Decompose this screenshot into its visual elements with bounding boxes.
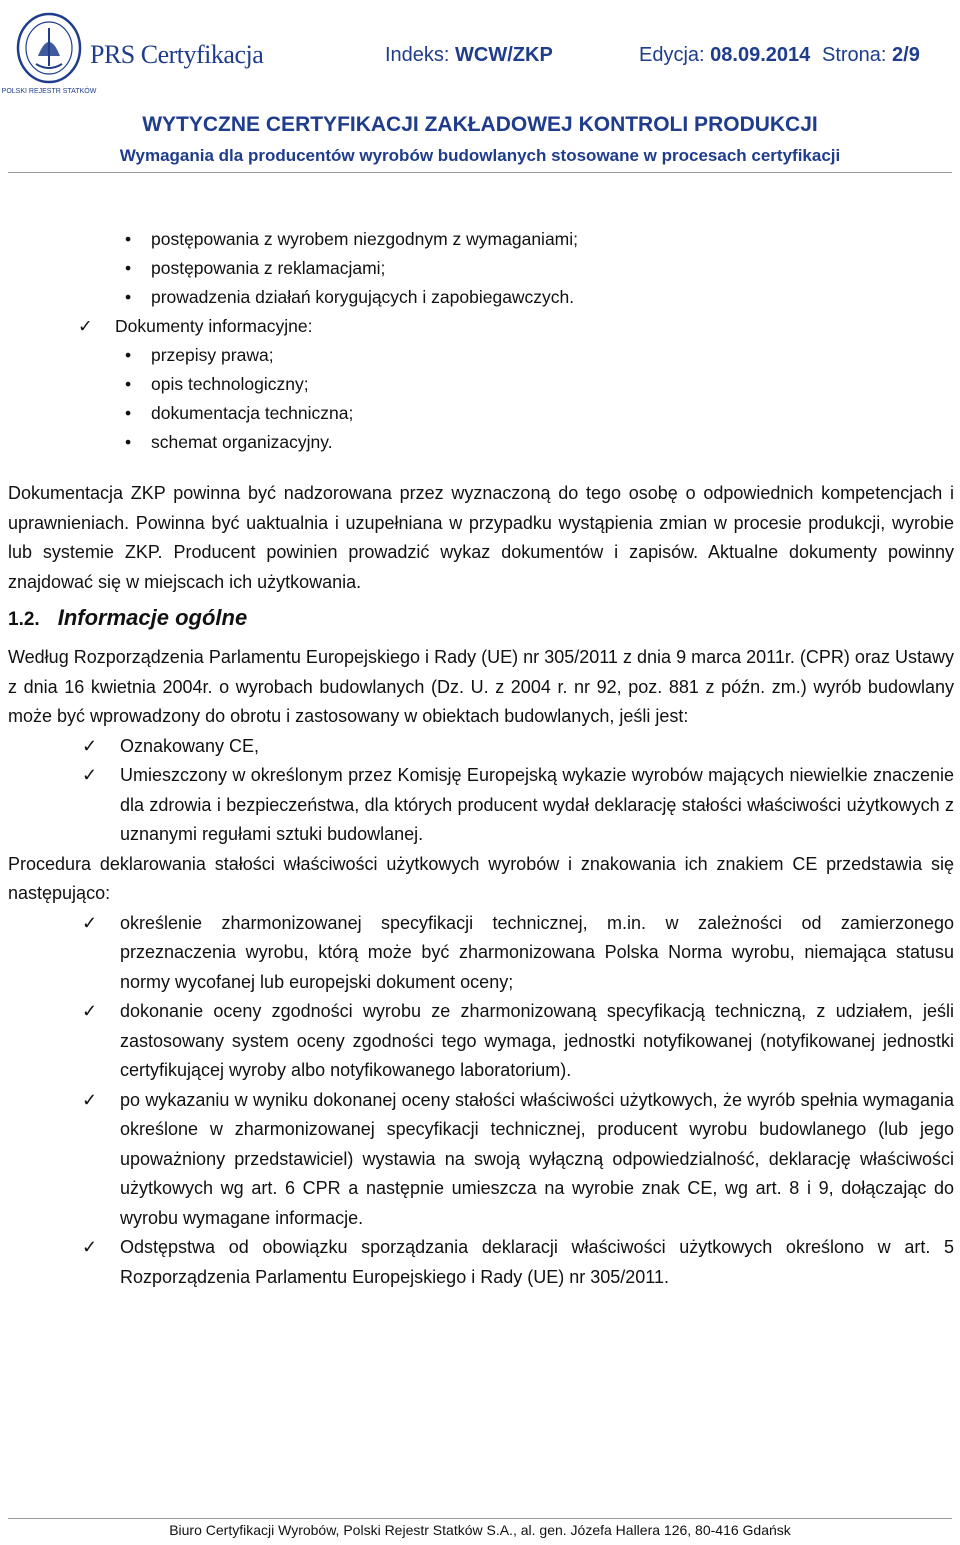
checkmark-icon: ✓ [82, 1089, 98, 1110]
section-title: Informacje ogólne [57, 605, 248, 630]
header-divider [8, 172, 952, 173]
bullet-icon: • [125, 287, 132, 307]
page-info: Strona: 2/9 [822, 44, 920, 66]
list-item: • postępowania z wyrobem niezgodnym z wymaganiami; [8, 225, 954, 254]
list-item: • opis technologiczny; [8, 370, 954, 399]
checkmark-icon: ✓ [82, 1237, 98, 1257]
checkmark-icon: ✓ [78, 316, 93, 336]
checklist-item: ✓ dokonanie oceny zgodności wyrobu ze zharmonizowaną specyfikacją techniczną, z udziałem, jeśli zastosowany system oceny zgodności tego wymaga, jednostki notyfikowanej (notyfikowanej jednostki certyfikującej wyroby albo notyfikowanego laboratorium). [8, 997, 954, 1086]
bullet-icon: • [125, 258, 132, 278]
footer-divider [8, 1518, 952, 1519]
section-heading [8, 601, 954, 635]
document-subtitle: Wymagania dla producentów wyrobów budowlanych stosowane w procesach certyfikacji [119, 146, 841, 165]
bullet-icon: • [125, 345, 132, 365]
checkmark-icon: ✓ [82, 765, 98, 785]
page-body [8, 225, 954, 1292]
section-number: 1.2. [8, 609, 40, 630]
paragraph-documentation: Dokumentacja ZKP powinna być nadzorowana przez wyznaczoną do tego osobę o odpowiednich kompetencjach i uprawnieniach. Powinna być uaktualnia i uzupełniana w przypadku wystąpienia zmian w procesie produkcji, wyrobie lub systemie ZKP. Producent powinien prowadzić wykaz dokumentów i zapisów. Aktualne dokumenty powinny znajdować się w miejscach ich użytkowania. [8, 483, 954, 592]
checklist-item: ✓ określenie zharmonizowanej specyfikacji technicznej, m.in. w zależności od zamierzonego przeznaczenia wyrobu, którą może być zharmonizowana Polska Norma wyrobu, niemająca statusu normy wycofanej lub europejski dokument oceny; [8, 909, 954, 998]
checkmark-icon: ✓ [82, 912, 98, 933]
paragraph-procedure: Procedura deklarowania stałości właściwości użytkowych wyrobów i znakowania ich znakiem CE przedstawia się następująco: [8, 853, 954, 903]
page-footer: Biuro Certyfikacji Wyrobów, Polski Rejestr Statków S.A., al. gen. Józefa Hallera 126, 80-416 Gdańsk [169, 1522, 791, 1538]
prs-logo-seal [1, 8, 97, 96]
checklist-item: ✓ Oznakowany CE, [8, 732, 954, 762]
list-item: • postępowania z reklamacjami; [8, 254, 954, 283]
bullet-icon: • [125, 229, 132, 249]
paragraph-regulation: Według Rozporządzenia Parlamentu Europejskiego i Rady (UE) nr 305/2011 z dnia 9 marca 2011r. (CPR) oraz Ustawy z dnia 16 kwietnia 2004r. o wyrobach budowlanych (Dz. U. z 2004 r. nr 92, poz. 881 z późn. zm.) wyrób budowlany może być wprowadzony do obrotu i zastosowany w obiektach budowlanych, jeśli jest: [8, 647, 954, 726]
edition-info: Edycja: 08.09.2014 [639, 44, 811, 66]
list-item: • przepisy prawa; [8, 341, 954, 370]
bullet-icon: • [125, 432, 132, 452]
bullet-icon: • [125, 403, 132, 423]
bullet-icon: • [125, 374, 132, 394]
brand-name: PRS Certyfikacja [90, 40, 264, 69]
list-item: • schemat organizacyjny. [8, 428, 954, 457]
checklist-item: ✓ Umieszczony w określonym przez Komisję Europejską wykazie wyrobów mających niewielkie znaczenie dla zdrowia i bezpieczeństwa, dla których producent wydał deklarację stałości właściwości użytkowych z uznanymi regułami sztuki budowlanej. [8, 761, 954, 850]
svg-text:POLSKI REJESTR STATKÓW: POLSKI REJESTR STATKÓW [1, 88, 97, 95]
checkmark-icon: ✓ [82, 1001, 98, 1021]
document-title: WYTYCZNE CERTYFIKACJI ZAKŁADOWEJ KONTROLI PRODUKCJI [142, 113, 818, 136]
checklist-item: ✓ po wykazaniu w wyniku dokonanej oceny stałości właściwości użytkowych, że wyrób spełnia wymagania określone w zharmonizowanej specyfikacji technicznej, producent wyrobu budowlanego (lub jego upoważniony przedstawiciel) wystawia na swoją wyłączną odpowiedzialność, deklarację właściwości użytkowych wg art. 6 CPR a następnie umieszcza na wyrobie znak CE, wg art. 8 i 9, dołączając do wyrobu wymagane informacje. [8, 1086, 954, 1234]
index-info: Indeks: WCW/ZKP [385, 44, 553, 66]
list-item: • dokumentacja techniczna; [8, 399, 954, 428]
page-header [0, 0, 960, 104]
checklist-item: ✓ Odstępstwa od obowiązku sporządzania deklaracji właściwości użytkowych określono w art. 5 Rozporządzenia Parlamentu Europejskiego i Rady (UE) nr 305/2011. [8, 1233, 954, 1292]
list-item: • prowadzenia działań korygujących i zapobiegawczych. [8, 283, 954, 312]
checklist-item: ✓ Dokumenty informacyjne: [8, 312, 954, 341]
checkmark-icon: ✓ [82, 735, 98, 756]
